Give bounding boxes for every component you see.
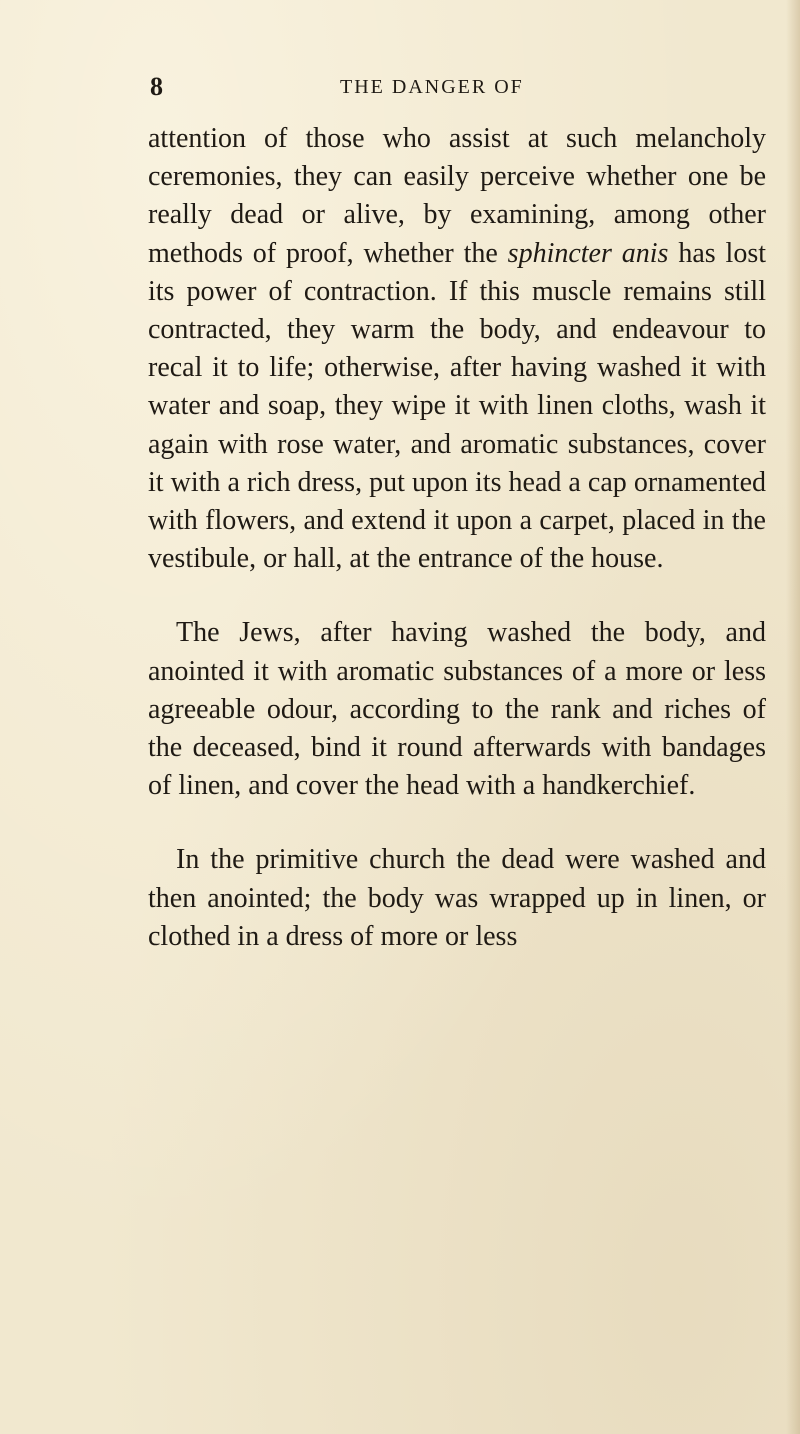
paragraph-1-text-a: attention of those who assist at such melancholy ceremonies, they can easily perceive whether one be really dead or alive, by examining, among other methods of proof, whether the — [148, 123, 766, 269]
page-header — [0, 72, 800, 112]
running-head: THE DANGER OF — [340, 76, 524, 98]
paragraph-1-italic-term: sphincter anis — [507, 237, 669, 269]
paragraph-2 — [148, 614, 766, 805]
page-number: 8 — [150, 72, 164, 101]
page-edge-shadow — [786, 0, 800, 1434]
paragraph-1-text-b: has lost its power of contraction. If this muscle remains still contracted, they warm the body, and endeavour to recal it to life; otherwise, after having washed it with water and soap, they wipe it with linen cloths, wash it again with rose water, and aromatic substances, cover it with a rich dress, put upon its head a cap ornamented with flowers, and extend it upon a carpet, placed in the vestibule, or hall, at the entrance of the house. — [148, 237, 767, 575]
paragraph-2-text: The Jews, after having washed the body, and anointed it with aromatic substances of a more or less agreeable odour, according to the rank and riches of the deceased, bind it round afterwards with bandages of linen, and cover the head with a handkerchief. — [148, 617, 766, 802]
paragraph-3-text: In the primitive church the dead were washed and then anointed; the body was wrapped up in linen, or clothed in a dress of more or less — [148, 844, 766, 952]
body-text — [148, 120, 766, 956]
paragraph-1 — [148, 120, 766, 578]
paragraph-3 — [148, 841, 766, 956]
